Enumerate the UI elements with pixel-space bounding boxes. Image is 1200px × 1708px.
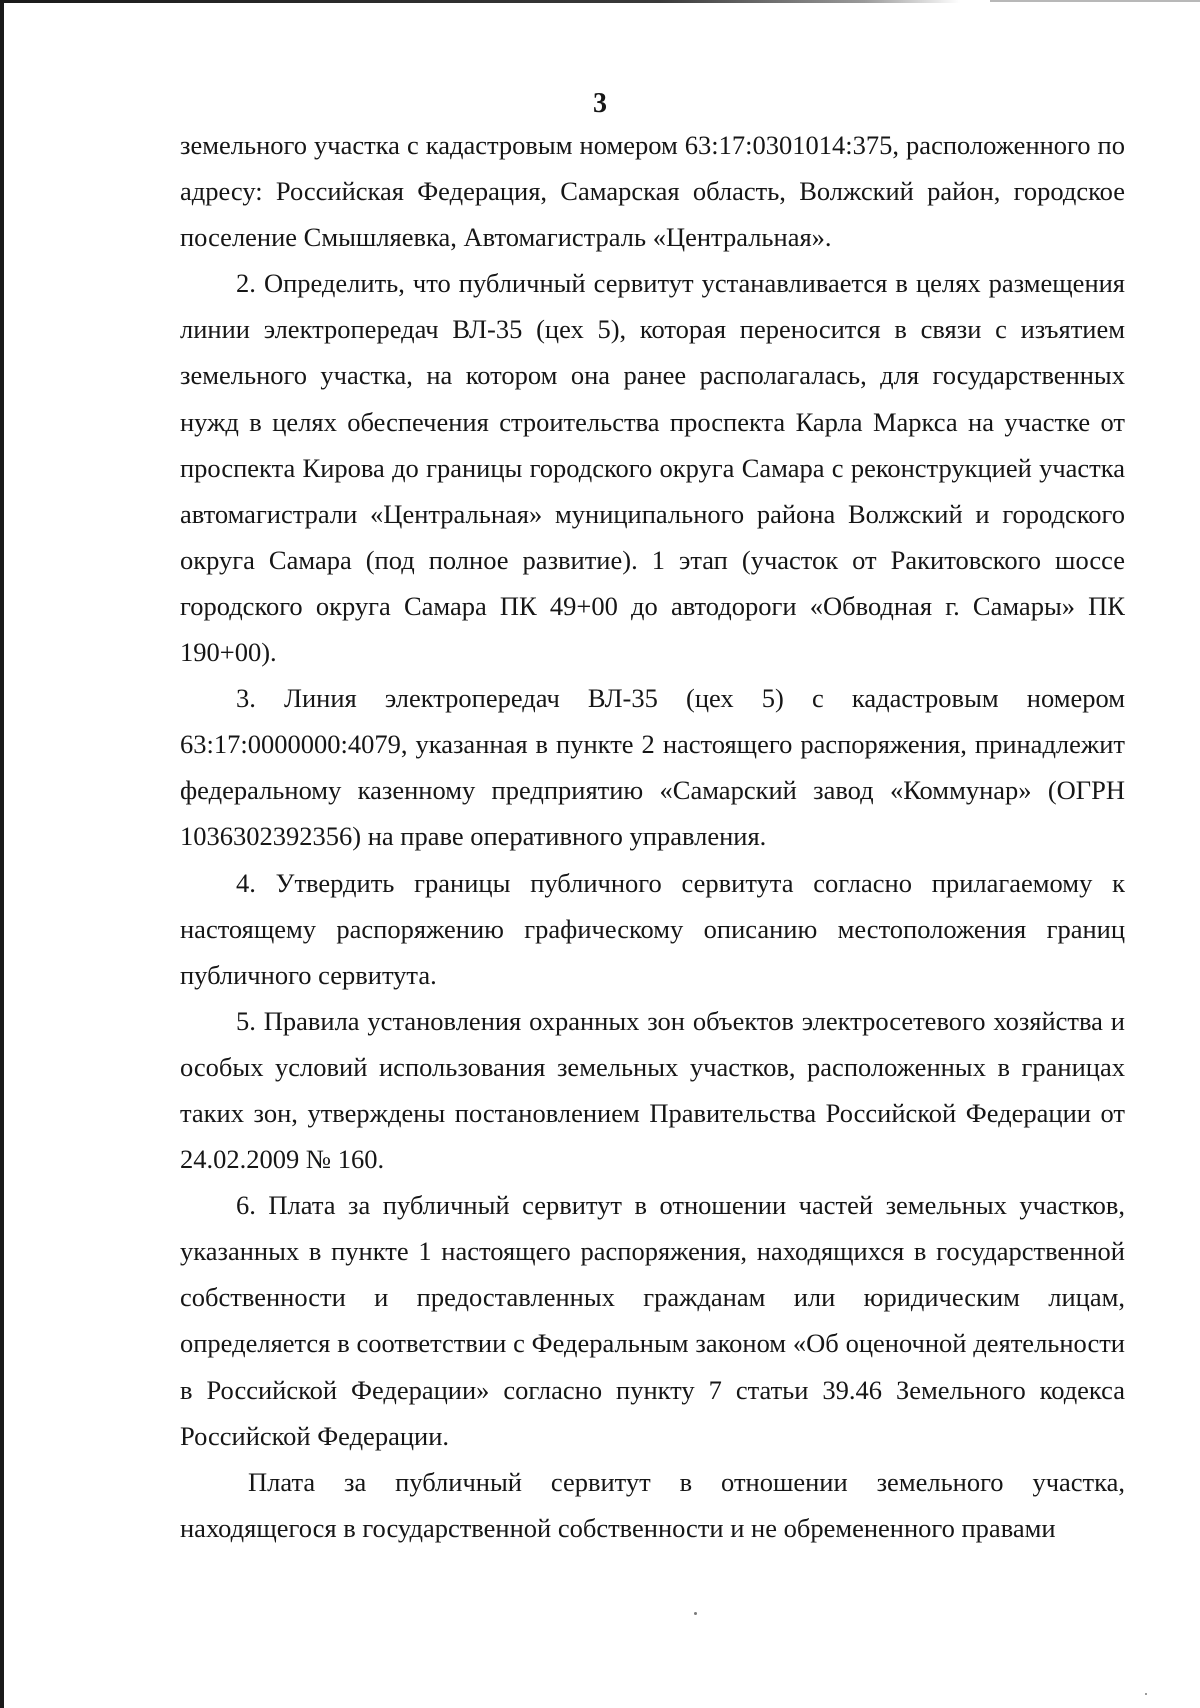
paragraph-item-4: 4. Утвердить границы публичного сервитута согласно прилагаемому к настоящему распоряжению графическому описанию местоположения границ публичного сервитута. [180, 867, 1125, 990]
page-number: 3 [593, 88, 607, 119]
paragraph-item-6: 6. Плата за публичный сервитут в отношении частей земельных участков, указанных в пункте 1 настоящего распоряжения, находящихся в государственной собственности и предоставленных гражданам или юридическим лицам, определяется в соответствии с Федеральным законом «Об оценочной деятельности в Российской Федерации» согласно пункту 7 статьи 39.46 Земельного кодекса Российской Федерации. [180, 1190, 1125, 1451]
paragraph-continuation: земельного участка с кадастровым номером 63:17:0301014:375, расположенного по адресу: Российская Федерация, Самарская область, Волжский район, городское поселение Смышляевка, Автомагистраль «Центральная». [180, 130, 1125, 253]
paragraph-item-3: 3. Линия электропередач ВЛ-35 (цех 5) с кадастровым номером 63:17:0000000:4079, указанная в пункте 2 настоящего распоряжения, принадлежит федеральному казенному предприятию «Самарский завод «Коммунар» (ОГРН 1036302392356) на праве оперативного управления. [180, 683, 1125, 852]
scan-top-border-faint [990, 0, 1200, 2]
paragraph-item-2: 2. Определить, что публичный сервитут устанавливается в целях размещения линии электропередач ВЛ-35 (цех 5), которая переносится в связи с изъятием земельного участка, на котором она ранее располагалась, для государственных нужд в целях обеспечения строительства проспекта Карла Маркса на участке от проспекта Кирова до границы городского округа Самара с реконструкцией участка автомагистрали «Центральная» муниципального района Волжский и городского округа Самара (под полное развитие). 1 этап (участок от Ракитовского шоссе городского округа Самара ПК 49+00 до автодороги «Обводная г. Самары» ПК 190+00). [180, 268, 1125, 668]
scan-speck [694, 1612, 697, 1615]
scan-left-border [0, 0, 4, 1708]
paragraph-item-5: 5. Правила установления охранных зон объектов электросетевого хозяйства и особых условий использования земельных участков, расположенных в границах таких зон, утверждены постановлением Правительства Российской Федерации от 24.02.2009 № 160. [180, 1005, 1125, 1175]
scan-speck [1145, 1693, 1147, 1695]
paragraph-payment: Плата за публичный сервитут в отношении земельного участка, находящегося в государственной собственности и не обремененного правами [180, 1466, 1125, 1543]
document-body [180, 122, 1125, 1551]
